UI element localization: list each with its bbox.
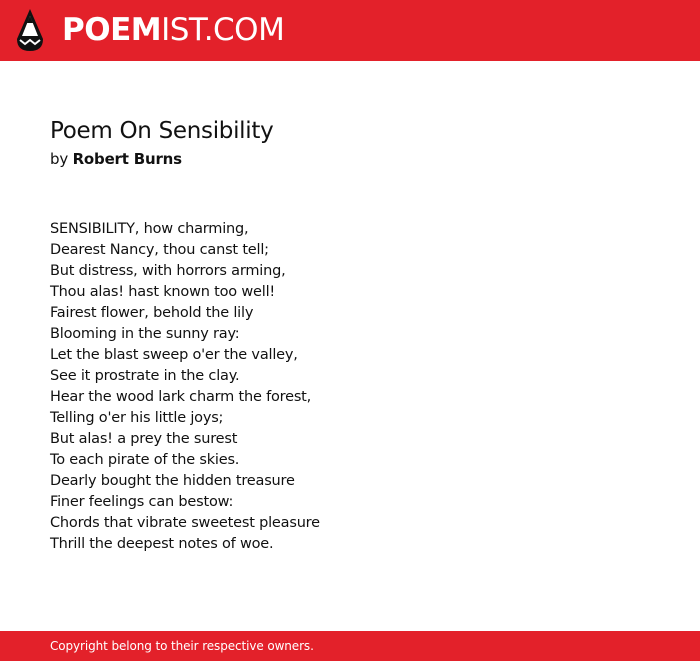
poem-title: Poem On Sensibility <box>50 118 274 144</box>
site-logo-text[interactable] <box>62 13 284 47</box>
poem-line: Finer feelings can bestow: <box>50 494 234 510</box>
site-footer <box>0 631 700 661</box>
brand-bold: POEM <box>62 12 162 48</box>
poem-line: Thou alas! hast known too well! <box>50 284 276 300</box>
brand-light: IST.COM <box>161 12 285 48</box>
poem-line: But distress, with horrors arming, <box>50 263 286 279</box>
poem-line: Chords that vibrate sweetest pleasure <box>50 515 320 531</box>
poem-line: Dearest Nancy, thou canst tell; <box>50 242 269 258</box>
by-label: by <box>50 150 68 168</box>
poem-author: Robert Burns <box>72 150 182 168</box>
pencil-tip-icon[interactable] <box>17 9 43 51</box>
copyright-text: Copyright belong to their respective owners. <box>50 639 314 653</box>
poem-line: To each pirate of the skies. <box>50 452 240 468</box>
poem-line: Dearly bought the hidden treasure <box>50 473 295 489</box>
poem-line: See it prostrate in the clay. <box>50 368 240 384</box>
poem-line: Fairest flower, behold the lily <box>50 305 254 321</box>
poem-line: Blooming in the sunny ray: <box>50 326 240 342</box>
poem-body <box>50 219 320 555</box>
poem-line: Let the blast sweep o'er the valley, <box>50 347 298 363</box>
poem-line: SENSIBILITY, how charming, <box>50 221 249 237</box>
poem-byline <box>50 149 182 169</box>
site-header <box>0 0 700 61</box>
poem-line: Telling o'er his little joys; <box>50 410 224 426</box>
poem-line: But alas! a prey the surest <box>50 431 238 447</box>
poem-line: Thrill the deepest notes of woe. <box>50 536 274 552</box>
poem-line: Hear the wood lark charm the forest, <box>50 389 312 405</box>
